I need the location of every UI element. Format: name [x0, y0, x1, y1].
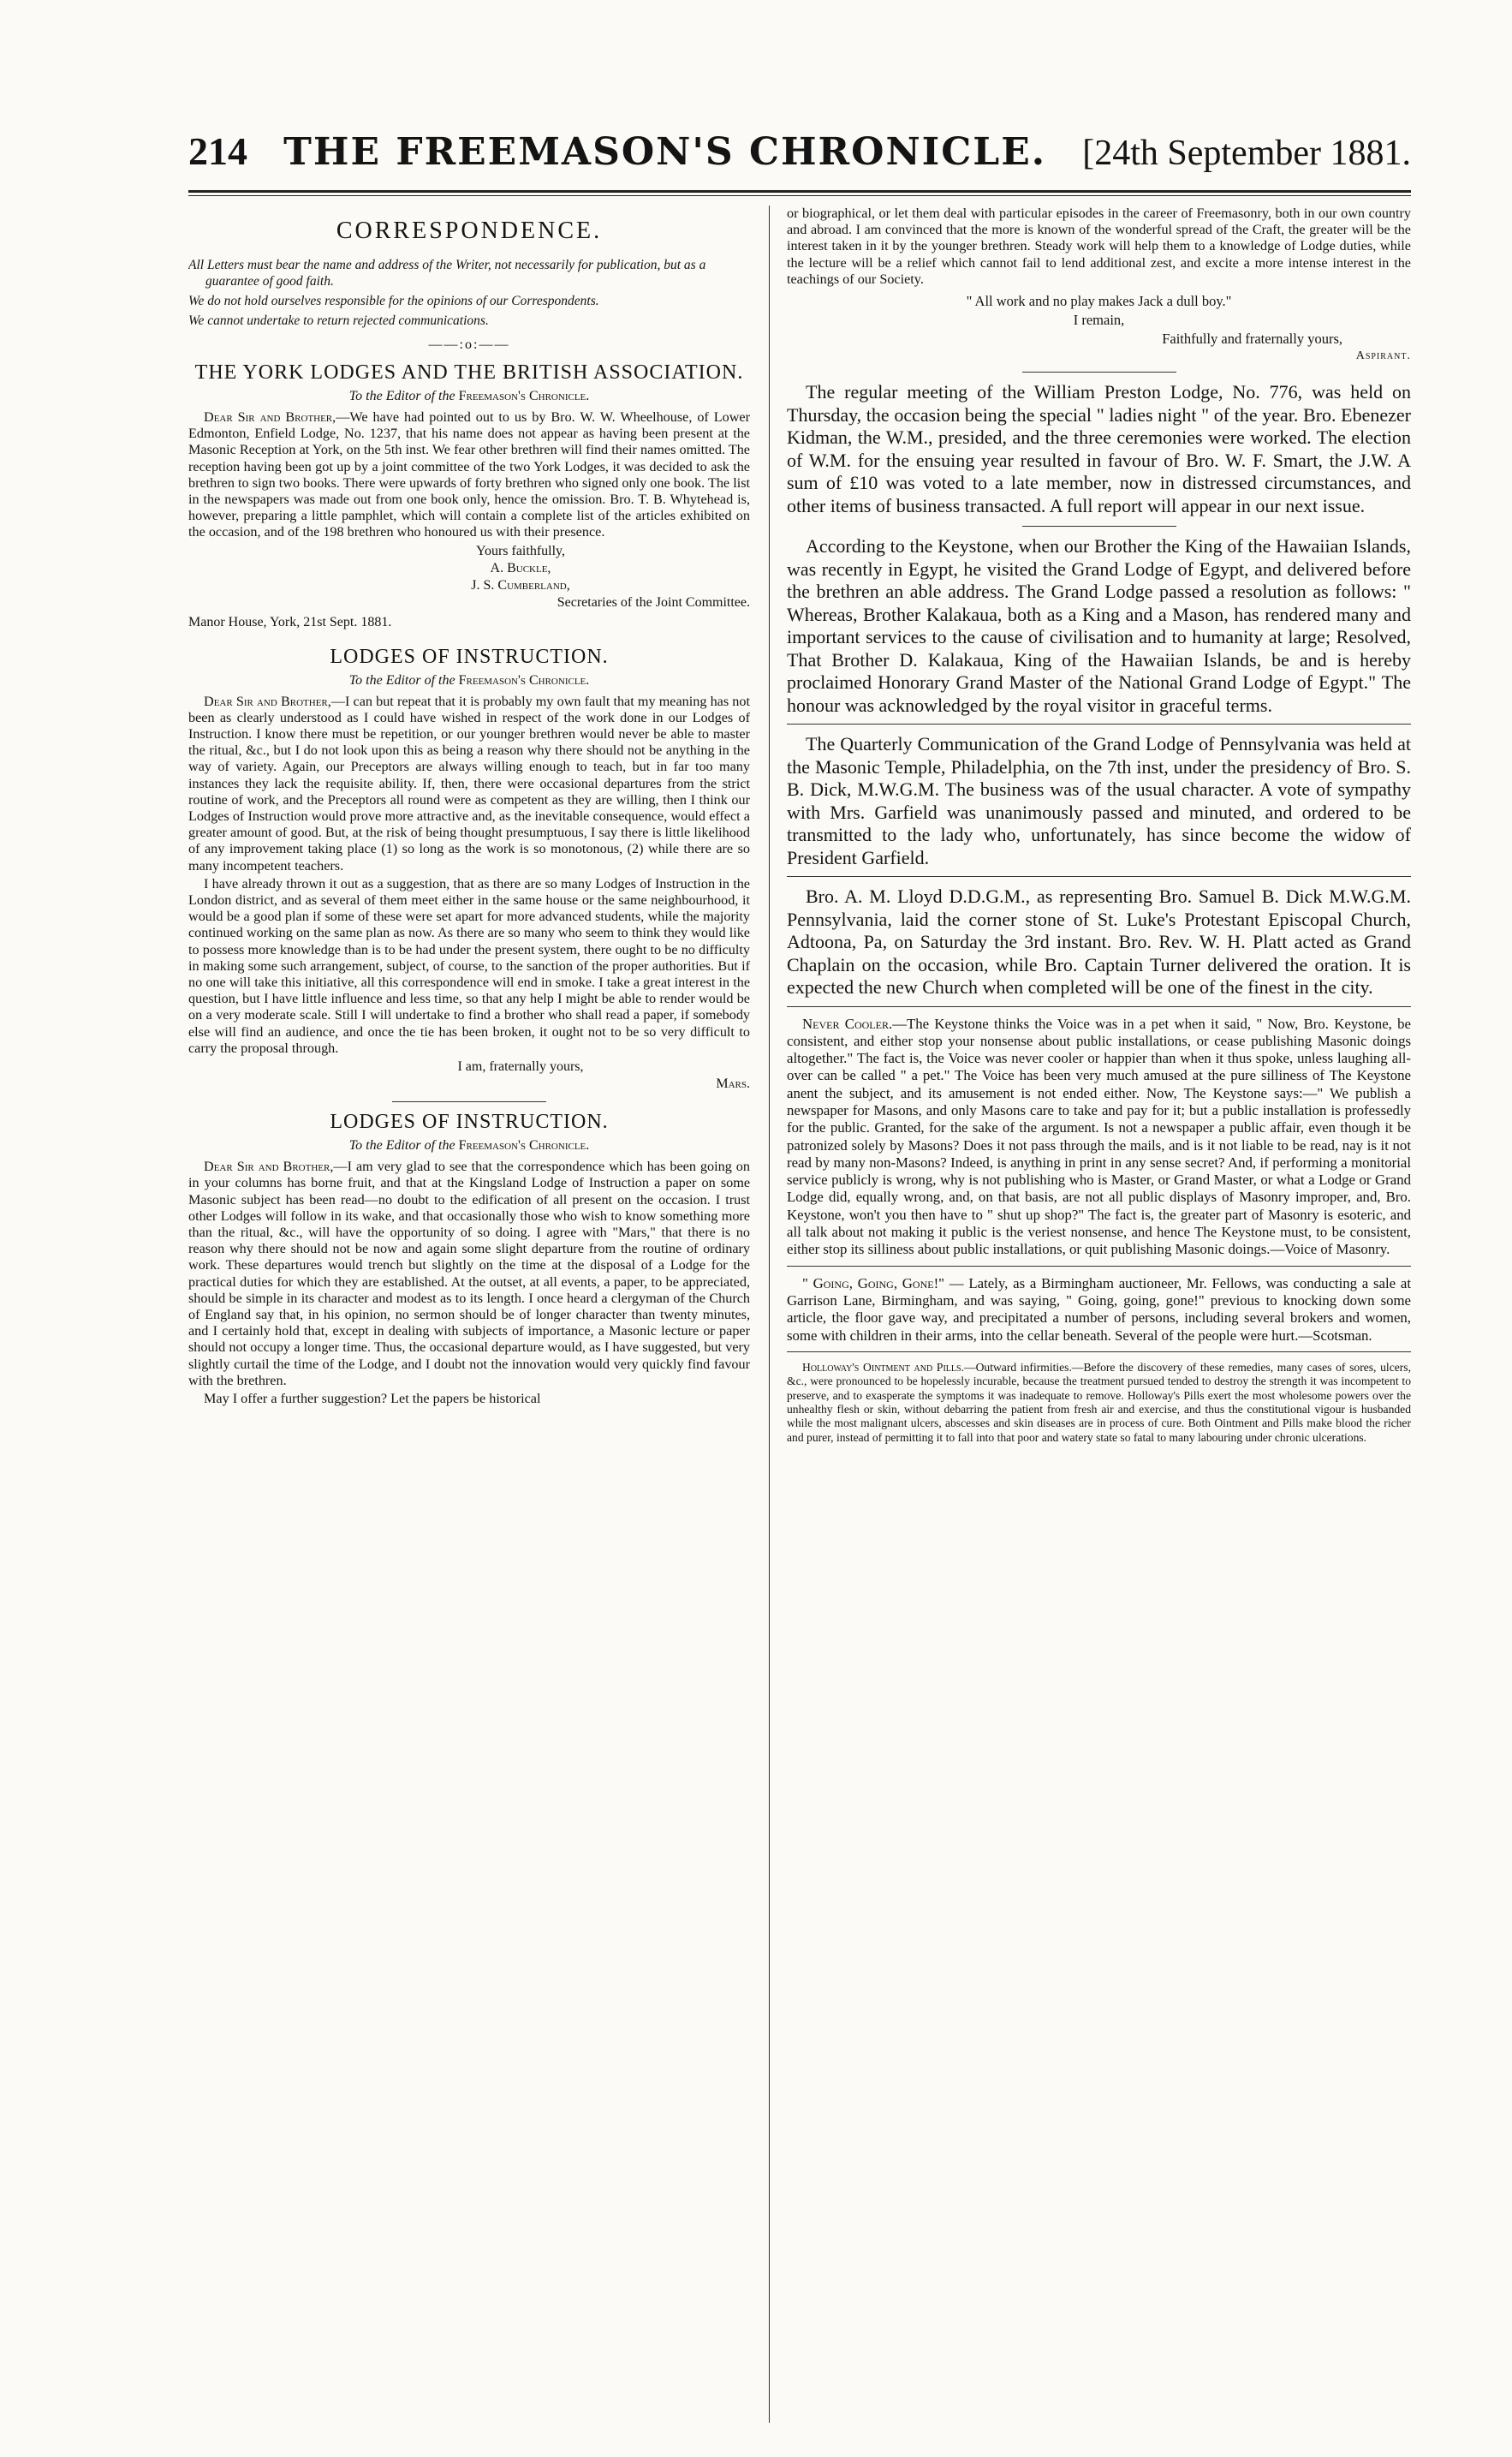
divider-4: [787, 876, 1411, 877]
column-divider: [769, 206, 770, 2423]
separator: ——:o:——: [428, 337, 510, 352]
page-number: 214: [188, 129, 247, 173]
correspondence-heading: CORRESPONDENCE.: [336, 218, 603, 244]
preston-lodge-item: The regular meeting of the William Preston Lodge, No. 776, was held on Thursday, the occasion being the special " ladies night " of the year. Bro. Ebenezer Kidman, the W.M., presided, and the three ceremonies were worked. The election of W.M. for the ensuing year resulted in favour of Bro. W. F. Smart, the J.W. A sum of £10 was voted to a late member, now in distressed circumstances, and other items of business transacted. A full report will appear in our next issue.: [787, 381, 1411, 516]
instruction1-title: LODGES OF INSTRUCTION.: [330, 645, 609, 668]
masthead: [188, 128, 1411, 183]
divider-6: [787, 1266, 1411, 1267]
york-to-editor: To the Editor of the Freemason's Chronicle.: [348, 389, 590, 403]
left-column: [188, 206, 762, 2423]
divider-3: [787, 724, 1411, 725]
hawaii-item: According to the Keystone, when our Brother the King of the Hawaiian Islands, was recently in Egypt, he visited the Grand Lodge of Egypt, and delivered before the brethren an able address. The Grand Lodge passed a resolution as follows: " Whereas, Brother Kalakaua, both as a King and a Mason, has rendered many and important services to the cause of civilisation and to humanity at large; Resolved, That Brother D. Kalakaua, King of the Hawaiian Islands, be and is hereby proclaimed Honorary Grand Master of the National Grand Lodge of Egypt." The honour was acknowledged by the royal visitor in graceful terms.: [787, 535, 1411, 716]
holloway-advert: Holloway's Ointment and Pills.—Outward infirmities.—Before the discovery of these remedies, many cases of sores, ulcers, &c., were pronounced to be hopelessly incurable, because the treatment pursued tended to destroy the strength it was incompetent to preserve, and to exasperate the symptoms it was inadequate to remove. Holloway's Pills exert the most wholesome powers over the unhealthy flesh or skin, without debarring the patient from fresh air and exercise, and thus the constitutional vigour is husbanded while the most malignant ulcers, abscesses and skin diseases are in process of cure. Both Ointment and Pills make blood the richer and purer, instead of permitting it to fall into that poor and watery state so fatal to many labouring under chronic ulcerations.: [787, 1360, 1411, 1444]
article-divider: [392, 1101, 546, 1102]
notice-rejected: We cannot undertake to return rejected communications.: [188, 313, 489, 328]
lloyd-item: Bro. A. M. Lloyd D.D.G.M., as representing Bro. Samuel B. Dick M.W.G.M. Pennsylvania, laid the corner stone of St. Luke's Protestant Episcopal Church, Adtoona, Pa, on Saturday the 3rd instant. Bro. Rev. W. H. Platt acted as Grand Chaplain on the occasion, while Bro. Captain Turner delivered the oration. It is expected the new Church when completed will be one of the finest in the city.: [787, 886, 1411, 999]
instruction1-to-editor: To the Editor of the Freemason's Chronicle.: [348, 672, 590, 688]
letter-quote: " All work and no play makes Jack a dull boy.": [966, 293, 1232, 310]
columns: [188, 206, 1411, 2423]
letter-continuation: or biographical, or let them deal with particular episodes in the career of Freemasonry, both in our own country and abroad. I am convinced that the more is known of the wonderful spread of the Craft, the greater will be the interest taken in it by the younger brethren. Steady work will help them to a knowledge of Lodge duties, while the lecture will be a relief which cannot fail to lend additional zest, and excite a more intense interest in the teachings of our Society.: [787, 206, 1411, 287]
divider-1: [1022, 372, 1176, 373]
instruction1-para-2: I have already thrown it out as a suggestion, that as there are so many Lodges of Instruction in the London district, and as several of them meet either in the same house or the same neighbourhood, it would be a good plan if some of these were set apart for more advanced students, while the majority continued working on the same plan as now. As there are so many who seem to think they would like to possess more knowledge than is to be had under the present system, there ought to be no difficulty in making some such arrangement, subject, of course, to the sanction of the proper authorities. But if no one will take this initiative, all this correspondence will end in smoke. I take a great interest in the question, but I have little influence and less time, so that any help I might be able to render would be on a very moderate scale. Still I will undertake to find a brother who shall read a paper, if somebody else will find an audience, and once the tie has been broken, it ought not to be so very difficult to carry the proposal through.: [188, 875, 750, 1056]
instruction1-signature: Mars.: [716, 1076, 750, 1092]
masthead-rule: [188, 190, 1411, 193]
right-column: [777, 206, 1411, 2423]
york-letter: Dear Sir and Brother,—We have had pointed out to us by Bro. W. W. Wheelhouse, of Lower Edmonton, Enfield Lodge, No. 1237, that his name does not appear as having been present at the Masonic Reception at York, on the 5th inst. We fear other brethren will find their names omitted. The reception having been got up by a joint committee of the two York Lodges, it was decided to ask the brethren to sign two books. There were upwards of forty brethren who signed only one book. The list in the newspapers was made out from one book only, hence the omission. Bro. T. B. Whytehead is, however, preparing a little pamphlet, which will contain a complete list of the articles exhibited on the occasion, and of the 198 brethren who honoured us with their presence.: [188, 409, 750, 540]
letter-signature: Aspirant.: [1355, 349, 1411, 363]
masthead-rule-thin: [188, 195, 1411, 196]
york-title: THE YORK LODGES AND THE BRITISH ASSOCIATION.: [194, 361, 744, 384]
york-closing: Yours faithfully,: [475, 543, 565, 558]
pennsylvania-item: The Quarterly Communication of the Grand Lodge of Pennsylvania was held at the Masonic Temple, Philadelphia, on the 7th inst, under the presidency of Bro. S. B. Dick, M.W.G.M. The business was of the usual character. A vote of sympathy with Mrs. Garfield was unanimously passed and minuted, and ordered to be transmitted to the lady who, unfortunately, has since become the widow of President Garfield.: [787, 733, 1411, 868]
instruction2-para-2: May I offer a further suggestion? Let the papers be historical: [204, 1390, 541, 1406]
instruction2-para-1: Dear Sir and Brother,—I am very glad to see that the correspondence which has been going on in your columns has borne fruit, and that at the Kingsland Lodge of Instruction a paper on some Masonic subject has been read—no doubt to the edification of all present on the occasion. I trust other Lodges will follow in its wake, and that occasionally those who wish to know something more than the ritual, &c., will have the opportunity of so doing. I agree with "Mars," that there is no reason why there should not be now and again some slight departure from the routine of ordinary work. These departures would trench but slightly on the time at the disposal of a Lodge for the practical duties for which they are established. At the outset, at all events, a paper, to be appreciated, should be simple in its character and modest as to its length. I once heard a clergyman of the Church of England say that, in his opinion, no sermon should be of longer character than twenty minutes, and I certainly hold that, except in dealing with subjects of importance, a Masonic lecture or paper should not occupy a longer time. Thus, the occasional departure would, as I have suggested, but very slightly curtail the time of the Lodge, and I doubt not the innovation would very quickly find favour with the brethren.: [188, 1159, 750, 1388]
notice-letters: All Letters must bear the name and address of the Writer, not necessarily for publication, but as a guarantee of good faith.: [188, 258, 706, 289]
never-cooler-item: Never Cooler.—The Keystone thinks the Voice was in a pet when it said, " Now, Bro. Keystone, be consistent, and either stop your nonsense about public installations, or cease publishing Masonic doings altogether." The fact is, the Voice was never cooler or happier than when it thus spoke, unless laughing all-over can be called " a pet." The Voice has been very much amused at the pure silliness of The Keystone anent the subject, and its amusement is not ended either. Now, The Keystone says:—" We publish a newspaper for Masons, and only Masons care to take and pay for it; but a public installation is professedly for the public. Granted, for the sake of the argument. Is not a newspaper a public affair, even though it be patronized solely by Masons? Does it not pass through the mails, and is it not liable to be read, nay is it not read by many non-Masons? Indeed, is anything in print in any sense secret? And, if performing a monitorial service publicly is wrong, why is not publishing who is Master, or Grand Master, or what a Lodge or Grand Lodge did, equally wrong, and, on that basis, are not all public displays of Masonry improper, and, Bro. Keystone, won't you then have to " shut up shop?" The fact is, the greater part of Masonry is esoteric, and all talk about not making it public is the veriest nonsense, and hence The Keystone must, to be consistent, either stop its silliness about public installations, or quit publishing Masonic doings.—Voice of Masonry.: [787, 1015, 1411, 1258]
letter-remain: I remain,: [1073, 312, 1125, 329]
instruction1-closing: I am, fraternally yours,: [457, 1059, 584, 1075]
instruction1-para-1: Dear Sir and Brother,—I can but repeat that it is probably my own fault that my meaning has not been as clearly understood as I could have wished in respect of the work done in our Lodges of Instruction. I know there must be repetition, or our younger brethren would never be able to master the ritual, &c., but I do not look upon this as being a reason why there should not be anything in the way of variety. Again, our Preceptors are always willing enough to teach, but in far too many instances they lack the requisite ability. If, then, there were occasional departures from the strict routine of work, and the Preceptors all round were as competent as they are willing, then I think our Lodges of Instruction would prove more attractive and, as the inevitable consequence, would effect a greater amount of good. But, at the risk of being thought presumptuous, I say there is little likelihood of any improvement taking place (1) so long as the work is so monotonous, (2) while there are so many incompetent teachers.: [188, 693, 750, 874]
issue-date: [24th September 1881.: [1082, 134, 1411, 173]
divider-7: [787, 1351, 1411, 1352]
york-signature-role: Secretaries of the Joint Committee.: [557, 594, 750, 610]
instruction2-title: LODGES OF INSTRUCTION.: [330, 1111, 609, 1134]
notice-responsibility: We do not hold ourselves responsible for the opinions of our Correspondents.: [188, 294, 599, 308]
york-signature-2: J. S. Cumberland,: [471, 577, 570, 593]
york-place-date: Manor House, York, 21st Sept. 1881.: [188, 614, 392, 629]
instruction2-to-editor: To the Editor of the Freemason's Chronicle.: [348, 1138, 590, 1154]
divider-2: [1022, 526, 1176, 527]
paper-title: THE FREEMASON'S CHRONICLE.: [283, 130, 1047, 174]
york-signature-1: A. Buckle,: [490, 560, 551, 575]
divider-5: [787, 1006, 1411, 1007]
going-gone-item: " Going, Going, Gone!" — Lately, as a Birmingham auctioneer, Mr. Fellows, was conducting a sale at Garrison Lane, Birmingham, and was saying, " Going, going, gone!" previous to knocking down some article, the floor gave way, and precipitated a number of persons, including several brokers and women, some with children in their arms, into the cellar beneath. Several of the people were hurt.—Scotsman.: [787, 1274, 1411, 1344]
letter-closing: Faithfully and fraternally yours,: [1162, 331, 1342, 348]
